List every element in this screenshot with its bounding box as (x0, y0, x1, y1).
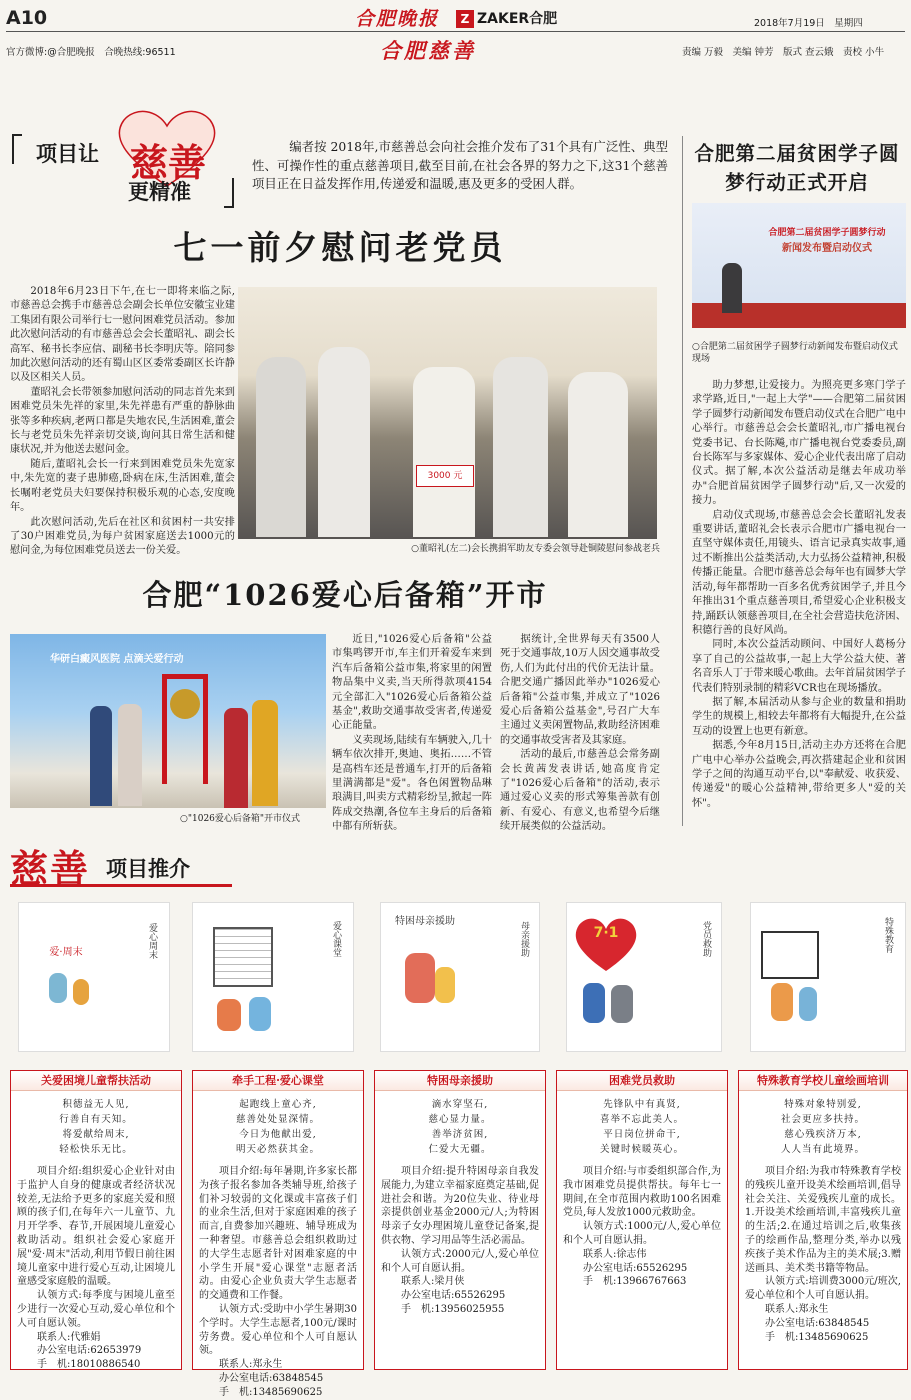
article3-col1 (332, 633, 492, 835)
paragraph: 义卖现场,陆续有车辆驶入,几十辆车依次排开,奥迪、奥拓……不管是高档车还是普通车,打开的后备箱里满满都是"爱"。各色闲置物品琳琅满目,叫卖方式精彩纷呈,掀起一阵阵成交热潮,各位车主身后的后备箱中都有所斩获。 (332, 734, 492, 833)
project-card-2 (192, 1070, 364, 1398)
card-body: 项目介绍:组织爱心企业针对由于监护人自身的健康或者经济状况较差,无法给予更多的家庭关爱和照顾的孩子们,在每年六一儿童节、九月开学季、春节,开展困境儿童爱心救助活动。组织社会爱心家庭开展"爱·周末"活动,利用节假日前往困境儿童家中进行爱心互动,让困境儿童感受家庭般的温暖。 认领方式:每季度与困境儿童至少进行一次爱心互动,爱心单位和个人可自愿认领。 联系人:代雅娟 办公室电话:62653979 手 机:18010886540 (17, 1166, 175, 1371)
paragraph: 启动仪式现场,市慈善总会会长董昭礼发表重要讲话,董昭礼会长表示合肥市广播电视台一直坚守媒体责任,用镜头、语言记录真实故事,通过不断推出公益类活动,大力弘扬公益精神,积极传播正能量。合肥市慈善总会每年也有圆梦大学活动,每年都帮助一百多名优秀贫困学子,并且今年推出31个重点慈善项目,希望爱心企业积极支持,踊跃认领慈善项目,在全社会营造扶危济困、积德行善的良好风尚。 (692, 509, 906, 636)
column-rule (682, 136, 683, 826)
recommend-small: 项目推介 (106, 856, 190, 881)
article1-photo (238, 287, 657, 539)
project-card-4 (556, 1070, 728, 1370)
article3-caption: ○"1026爱心后备箱"开市仪式 (180, 814, 301, 824)
article2-body (692, 379, 906, 811)
card-body: 项目介绍:与市委组织部合作,为我市困难党员提供帮扶。每年七一期间,在全市范围内救助100名困难党员,每人发放1000元救助金。 认领方式:1000元/人,爱心单位和个人可自愿认捐。 联系人:徐志伟 办公室电话:65526295 手 机:13966767663 (563, 1166, 721, 1288)
section-logo: 合肥慈善 (380, 38, 476, 63)
badge-bottom: 更精准 (128, 179, 191, 204)
paragraph: 助力梦想,让爱接力。为照亮更多寒门学子求学路,近日,"一起上大学"——合肥第二届贫困学子圆梦行动新闻发布暨启动仪式在合肥广电中心举行。市慈善总会会长董昭礼,市广播电视台党委书记、台长陈飚,市广播电视台党委委员,副台长陈军与多家媒体、爱心企业代表出席了启动仪式。据了解,本次公益活动是继去年成功举办"合肥首届贫困学子圆梦行动"后,又一次爱的接力。 (692, 380, 906, 507)
painting-4: 7·1 党员救助 (566, 902, 722, 1052)
weibo-line: 官方微博:@合肥晚报 合晚热线:96511 (6, 47, 176, 58)
project-card-3 (374, 1070, 546, 1370)
zaker-icon: Z (456, 10, 474, 28)
paper-logo: 合肥晚报 (355, 8, 440, 30)
card-title: 牵手工程·爱心课堂 (193, 1071, 363, 1091)
painting-label: 7·1 (593, 925, 619, 941)
date: 2018年7月19日 星期四 (754, 18, 863, 29)
painting-3: 特困母亲援助 母亲援助 (380, 902, 540, 1052)
badge-text: 项目让 (36, 141, 99, 166)
page-number: A10 (6, 7, 48, 29)
card-body: 项目介绍:提升特困母亲自我发展能力,为建立幸福家庭奠定基础,促进社会和谐。为20位失业、待业母亲提供创业基金2000元/人;为特困母亲子女办理困境儿童登记备案,提供衣物、学习用品等生活必需品。 认领方式:2000元/人,爱心单位和个人可自愿认捐。 联系人:梁月侠 办公室电话:65526295 手 机:13956025955 (381, 1166, 539, 1315)
painting-label: 爱·周末 (49, 947, 83, 958)
photo-banner: 华研白癜风医院 点滴关爱行动 (50, 654, 184, 665)
card-title: 特困母亲援助 (375, 1071, 545, 1091)
editor-note: 编者按 2018年,市慈善总会向社会推介发布了31个具有广泛性、典型性、可操作性的重点慈善项目,截至目前,在社会各界的努力之下,这31个慈善项目正在日益发挥作用,传递爱和温暖,惠及更多的受困人群。 (252, 139, 668, 192)
card-title: 困难党员救助 (557, 1071, 727, 1091)
article2-caption: ○合肥第二届贫困学子圆梦行动新闻发布暨启动仪式现场 (692, 342, 898, 364)
paragraph: 随后,董昭礼会长一行来到困难党员朱先宽家中,朱先宽的妻子患肺癌,卧病在床,生活困难,董会长嘱咐老党员夫妇要保持积极乐观的心态,安度晚年。 (10, 458, 235, 514)
painting-1: 爱·周末 爱心周末 (18, 902, 170, 1052)
article1-title: 七一前夕慰问老党员 (173, 228, 507, 267)
article2-title: 合肥第二届贫困学子圆梦行动正式开启 (694, 142, 900, 194)
project-card-5 (738, 1070, 908, 1370)
donation-board: 3000 元 (416, 465, 474, 487)
partner-logo: Z ZAKER合肥 (456, 8, 557, 28)
paragraph: 近日,"1026爱心后备箱"公益市集鸣锣开市,车主们开着爱车来到汽车后备箱公益市集,将家里的闲置物品集中义卖,当天所得款项4154元全部汇入"1026爱心后备箱公益基金",救助交通事故受害者,传递爱心正能量。 (332, 634, 492, 732)
painting-5: 特殊教育 (750, 902, 906, 1052)
paragraph: 据悉,今年8月15日,活动主办方还将在合肥广电中心举办公益晚会,再次搭建起企业和贫困学子之间的沟通互动平台,以"奉献爱、收获爱、传递爱"的暖心公益精神,带给更多人"爱的关怀"。 (692, 740, 906, 809)
project-card-1 (10, 1070, 182, 1370)
badge-big: 慈善 (130, 140, 207, 185)
card-body: 项目介绍:每年暑期,许多家长都为孩子报名参加各类辅导班,给孩子们补习较弱的文化课或丰富孩子们的业余生活,但对于家庭困难的孩子而言,自费参加兴趣班、辅导班成为一种奢望。市慈善总会组织救助过的大学生志愿者针对困难家庭的中小学生开展"爱心课堂"志愿者活动。由爱心企业负责大学生志愿者的交通费和工作餐。 认领方式:受助中小学生暑期30个学时。大学生志愿者,100元/课时劳务费。爱心单位和个人可自愿认领。 联系人:郑永生 办公室电话:63848545 手 机:13485690625 (199, 1166, 357, 1398)
card-poem: 起跑线上童心齐, 慈善处处显深情。 今日为他献出爱, 明天必然获其金。 (235, 1099, 320, 1155)
article1-body (10, 285, 235, 559)
article3-photo (10, 634, 326, 808)
card-poem: 滴水穿坚石, 慈心显力量。 善举济贫困, 仁爱大无疆。 (428, 1099, 492, 1155)
article3-col2 (500, 633, 660, 835)
photo-banner: 合肥第二届贫困学子圆梦行动 (768, 228, 886, 238)
card-body: 项目介绍:为我市特殊教育学校的残疾儿童开设美术绘画培训,倡导社会关注、关爱残疾儿童的成长。1.开设美术绘画培训,丰富残疾儿童的生活;2.在通过培训之后,收集孩子的绘画作品,整理分类,举办以残疾孩子美术作品为主的美术展;3.赠送画具、美术类书籍等物品。 认领方式:培训费3000元/班次,爱心单位和个人可自愿认捐。 联系人:郑永生 办公室电话:63848545 手 机:13485690625 (745, 1166, 901, 1343)
card-poem: 先锋队中有真贤, 喜举不忘此美人。 平日岗位拼命干, 关键时候暖英心。 (599, 1099, 684, 1155)
photo-banner: 新闻发布暨启动仪式 (782, 243, 872, 254)
painting-label: 特困母亲援助 (395, 916, 455, 927)
card-poem: 积德益无人见, 行善自有天知。 将爱献给周末, 轻松快乐无比。 (59, 1099, 133, 1155)
article3-title: 合肥“1026爱心后备箱”开市 (142, 578, 548, 612)
painting-2: 爱心课堂 (192, 902, 354, 1052)
recommend-big: 慈善 (10, 846, 91, 891)
paragraph: 此次慰问活动,先后在社区和贫困村一共安排了30户困难党员,为每户贫困家庭送去1000元的慰问金,为每位困难党员送去一份关爱。 (10, 516, 235, 557)
paragraph: 董昭礼会长带领参加慰问活动的同志首先来到困难党员朱先祥的家里,朱先祥患有严重的静脉曲张等多种疾病,老两口都是失地农民,生活困难,董会长与老党员朱先祥亲切交谈,询问其日常生活和健康状况,并为他送去慰问金。 (10, 386, 235, 456)
card-title: 关爱困境儿童帮扶活动 (11, 1071, 181, 1091)
intro-badge (12, 130, 234, 210)
paragraph: 据统计,全世界每天有3500人死于交通事故,10万人因交通事故受伤,人们为此付出的代价无法计量。合肥交通广播因此举办"1026爱心后备箱"公益市集,并成立了"1026爱心后备箱公益基金",号召广大车主通过义卖闲置物品,救助经济困难的交通事故受害者及其家庭。 (500, 634, 660, 746)
paragraph: 据了解,本届活动从参与企业的数量和捐助学生的规模上,相较去年都将有大幅提升,在公益互动的设置上也更有新意。 (692, 696, 906, 737)
card-title: 特殊教育学校儿童绘画培训 (739, 1071, 907, 1091)
article2-photo (692, 203, 906, 328)
editors: 责编 万毅 美编 钟芳 版式 查云娥 责校 小牛 (682, 47, 885, 58)
paragraph: 2018年6月23日下午,在七一即将来临之际,市慈善总会携手市慈善总会副会长单位安徽宝业建工集团有限公司举行七一慰问困难党员活动。参加此次慰问活动的有市慈善总会会长董昭礼、副会长高军、秘书长李应信、副秘书长李明庆等。陪同参加此次慰问活动的还有蜀山区区委常委副区长许静以及区相关人员。 (10, 286, 235, 384)
recommend-header (10, 838, 240, 891)
paragraph: 活动的最后,市慈善总会常务副会长黄茜发表讲话,她高度肯定了"1026爱心后备箱"的活动,表示通过爱心义卖的形式筹集善款有创新、有爱心、有意义,也希望今后继续开展类似的公益活动。 (500, 749, 660, 833)
article1-caption: ○董昭礼(左二)会长携捐军助友专委会领导赴铜陵慰问参战老兵 (411, 544, 660, 554)
header-rule (6, 31, 905, 32)
paragraph: 同时,本次公益活动顾问、中国好人葛杨分享了自己的公益故事,一起上大学公益大使、著名音乐人丁于带来暖心歌曲。去年首届贫困学子代表们特别录制的精彩VCR也在现场播放。 (692, 639, 906, 694)
card-poem: 特殊对象特别爱, 社会更应多扶持。 慈心残疾济万本, 人人当有此境界。 (780, 1099, 865, 1155)
